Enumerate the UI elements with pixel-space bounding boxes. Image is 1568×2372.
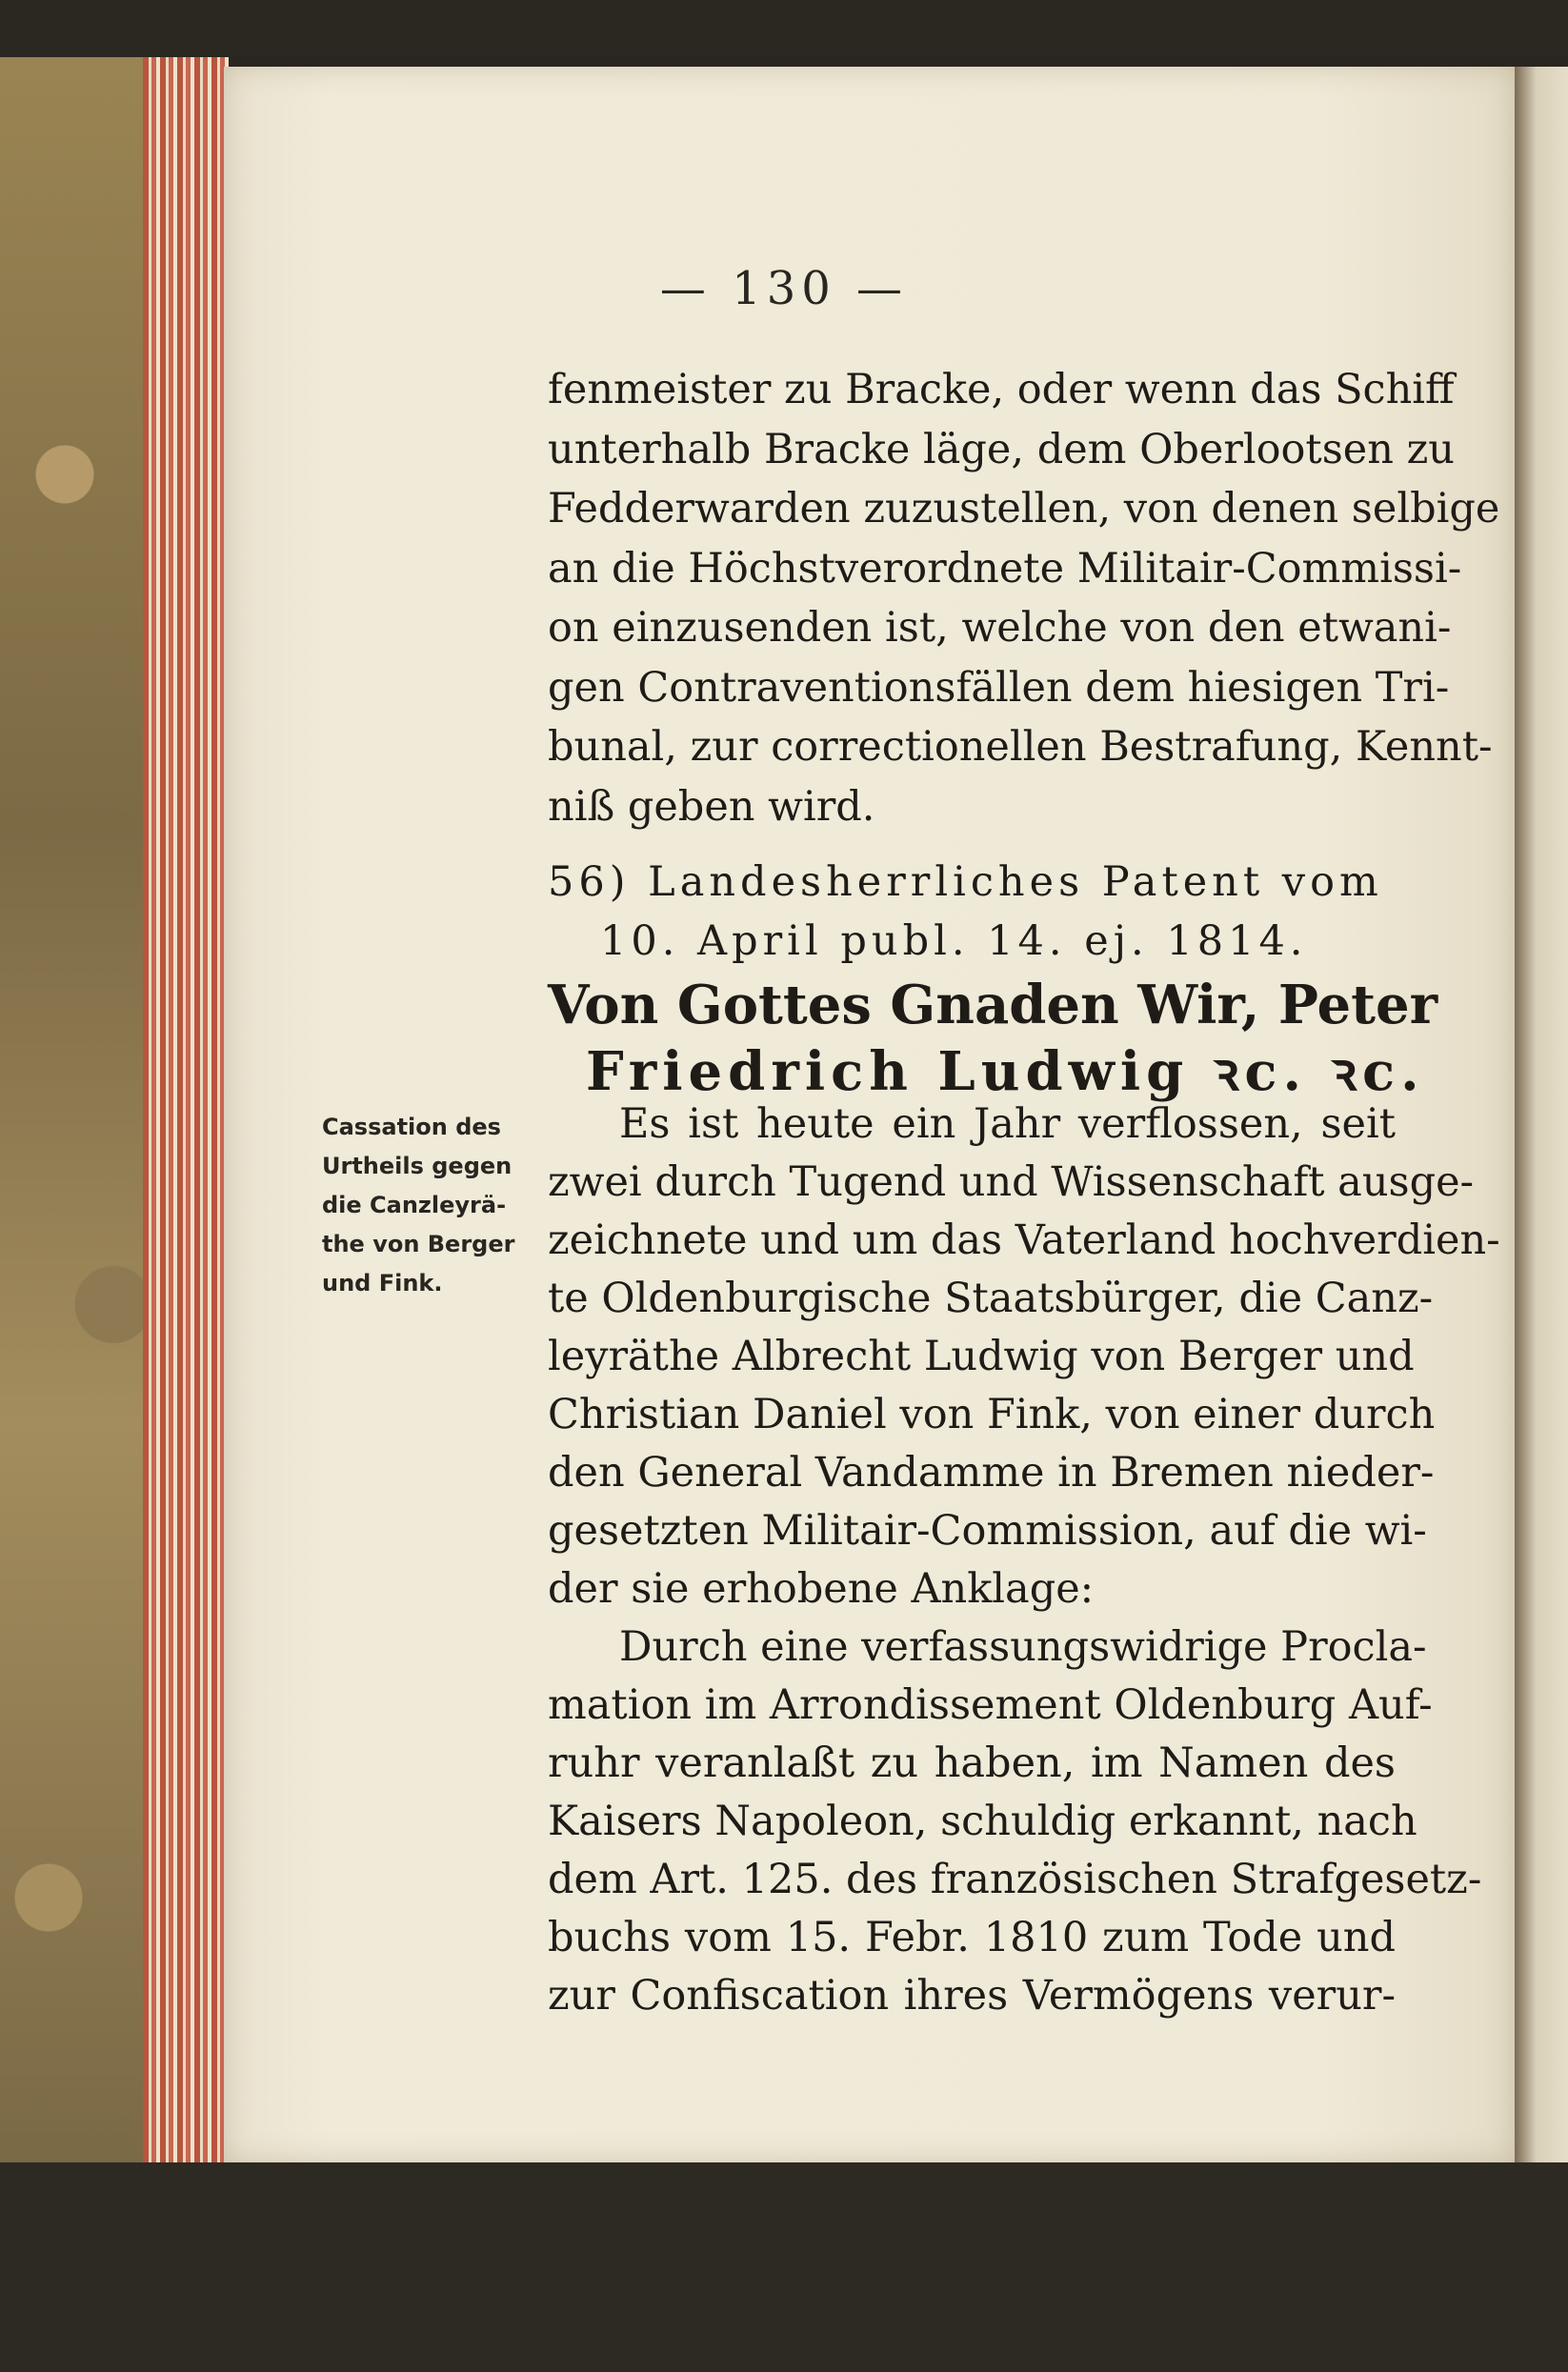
margin-note [322,1108,546,1303]
page-edges [143,57,229,2181]
text-line: dem Art. 125. des französischen Strafgesetz- [548,1856,1482,1903]
text-line: on einzusenden ist, welche von den etwani- [548,604,1452,652]
text-line: Es ist heute ein Jahr verflossen, seit [619,1100,1396,1148]
text-line: Durch eine verfassungswidrige Procla- [619,1623,1427,1671]
text-line: leyräthe Albrecht Ludwig von Berger und [548,1333,1415,1380]
scan-background-bottom [0,2162,1568,2372]
text-line: Christian Daniel von Fink, von einer durch [548,1391,1436,1438]
scan-background-top [0,0,1568,57]
next-page-edge [1515,67,1568,2162]
margin-note-line: Cassation des [322,1114,501,1140]
marbled-cover [0,0,162,2372]
margin-note-line: und Fink. [322,1270,443,1297]
text-line: mation im Arrondissement Oldenburg Auf- [548,1681,1433,1729]
text-line: te Oldenburgische Staatsbürger, die Canz- [548,1275,1434,1322]
margin-note-line: die Canzleyrä- [322,1192,507,1218]
text-line: fenmeister zu Bracke, oder wenn das Schiff [548,366,1455,413]
text-line: gen Contraventionsfällen dem hiesigen Tri- [548,663,1450,712]
main-text [548,1096,1500,2025]
title-line: Friedrich Ludwig ꝛc. ꝛc. [586,1040,1425,1103]
text-line: zwei durch Tugend und Wissenschaft ausge- [548,1158,1475,1206]
section-heading [548,853,1396,971]
title-line: Von Gottes Gnaden Wir, Peter [548,974,1438,1036]
text-line: den General Vandamme in Bremen nieder- [548,1449,1435,1497]
margin-note-line: the von Berger [322,1231,515,1257]
top-paragraph [548,360,1500,836]
text-line: Fedderwarden zuzustellen, von denen selbige [548,485,1500,533]
text-line: ruhr veranlaßt zu haben, im Namen des [548,1739,1396,1787]
text-line: Kaisers Napoleon, schuldig erkannt, nach [548,1798,1417,1845]
text-line: unterhalb Bracke läge, dem Oberlootsen zu [548,425,1455,473]
text-line: bunal, zur correctionellen Bestrafung, Kennt- [548,723,1493,771]
text-line: buchs vom 15. Febr. 1810 zum Tode und [548,1914,1396,1961]
heading-line: 56) Landesherrliches Patent vom [548,858,1383,906]
text-line: der sie erhobene Anklage: [548,1565,1095,1613]
heading-line: 10. April publ. 14. ej. 1814. [600,917,1308,965]
margin-note-line: Urtheils gegen [322,1153,513,1179]
page-number: — 130 — [659,262,909,315]
decree-title [548,972,1438,1105]
text-line: zur Confiscation ihres Vermögens verur- [548,1972,1396,2020]
text-line: gesetzten Militair-Commission, auf die wi- [548,1507,1427,1555]
text-line: zeichnete und um das Vaterland hochverdien- [548,1216,1500,1264]
text-line: an die Höchstverordnete Militair-Commissi- [548,544,1462,593]
text-line: niß geben wird. [548,782,875,831]
